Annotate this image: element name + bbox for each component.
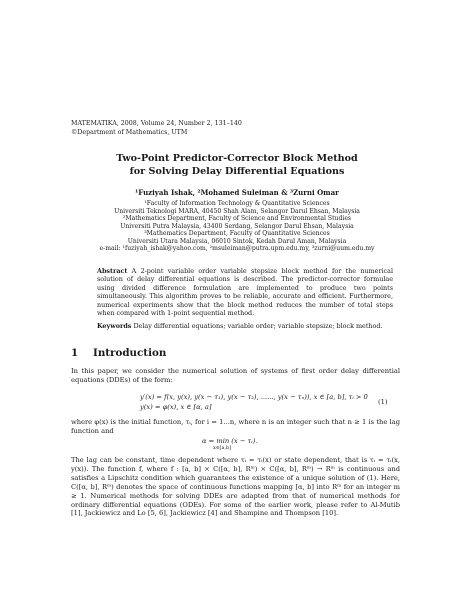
- journal-header: [71, 119, 242, 137]
- email-line: e-mail: ¹fuziyah_ishak@yahoo.com, ²msuleiman@putra.upm.edu.my, ³zurni@uum.edu.my: [99, 245, 375, 252]
- section-number: 1: [71, 347, 79, 359]
- abstract-text: A 2-point variable order variable stepsize block method for the numerical solution of delay differential equations is described. The predictor-corrector formulae using divided difference formulation are implemented to produce two points simultaneously. This algorithm proves to be reliable, accurate and efficient. Furthermore, numerical experiments show that the block method reduces the number of total steps when compared with 1-point sequential method.: [97, 267, 393, 318]
- keywords-label: Keywords: [97, 322, 132, 330]
- title-line-2: for Solving Delay Differential Equations: [129, 166, 345, 177]
- title-line-1: Two-Point Predictor-Corrector Block Method: [116, 153, 358, 164]
- author-list: ¹Fuziyah Ishak, ²Mohamed Suleiman & ³Zurni Omar: [135, 188, 339, 197]
- abstract: [97, 267, 393, 317]
- affiliation-line: ²Mathematics Department, Faculty of Science and Environmental Studies: [122, 215, 352, 222]
- paragraph-lag: where φ(x) is the initial function, τᵢ, for i = 1...n, where n is an integer such that n ≥ 1 is the lag function and: [71, 418, 400, 435]
- equation-1-line-2: y(x) = φ(x), x ∈ [α, a]: [140, 403, 212, 411]
- equation-2-subscript: x∈[a,b]: [213, 445, 232, 451]
- section-heading: [71, 347, 166, 359]
- copyright-line: ©Department of Mathematics, UTM: [71, 129, 188, 136]
- keywords: [97, 322, 393, 330]
- section-title: Introduction: [93, 347, 167, 359]
- affiliation-line: ³Mathematics Department, Faculty of Quantitative Sciences: [144, 230, 330, 237]
- equation-number: (1): [378, 398, 388, 406]
- journal-citation: MATEMATIKA, 2008, Volume 24, Number 2, 131–140: [71, 120, 242, 127]
- paragraph-lag-details: The lag can be constant, time dependent where τᵢ = τᵢ(x) or state dependent, that is τᵢ = τᵢ(x, y(x)). The function f, where f : [a, b] × C([α, b], Rᵐ) × C([α, b], Rᵐ) → Rᵐ is continuous and satisfies a Lipschitz condition which guarantees the existence of a unique solution of (1). Here, C([α, b], Rᵐ) denotes the space of continuous functions mapping [α, b] into Rᵐ for an integer m ≥ 1. Numerical methods for solving DDEs are adapted from that of numerical methods for ordinary differential equations (ODEs). For some of the earlier work, please refer to Al-Mutib [1], Jackiewicz and Lo [5, 6], Jackiewicz [4] and Shampine and Thompson [10].: [71, 456, 400, 518]
- affiliation-line: Universiti Putra Malaysia, 43400 Serdang, Selangor Darul Ehsan, Malaysia: [120, 222, 354, 230]
- affiliation-line: ¹Faculty of Information Technology & Quantitative Sciences: [144, 200, 330, 207]
- equation-2: α = min (x − τᵢ).: [202, 437, 258, 445]
- affiliation-line: Universiti Utara Malaysia, 06010 Sintok, Kedah Darul Aman, Malaysia: [127, 237, 347, 245]
- abstract-label: Abstract: [97, 267, 128, 275]
- equation-1-line-1: y′(x) = f(x, y(x), y(x − τ₁), y(x − τ₂), ......, y(x − τₙ)), x ∈ [a, b], τᵢ > 0: [140, 393, 368, 401]
- paper-title: [0, 152, 474, 178]
- affiliation-line: Universiti Teknologi MARA, 40450 Shah Alam, Selangor Darul Ehsan, Malaysia: [114, 207, 360, 215]
- paragraph-intro: In this paper, we consider the numerical solution of systems of first order delay differential equations (DDEs) of the form:: [71, 367, 400, 384]
- keywords-text: Delay differential equations; variable order; variable stepsize; block method.: [133, 322, 383, 330]
